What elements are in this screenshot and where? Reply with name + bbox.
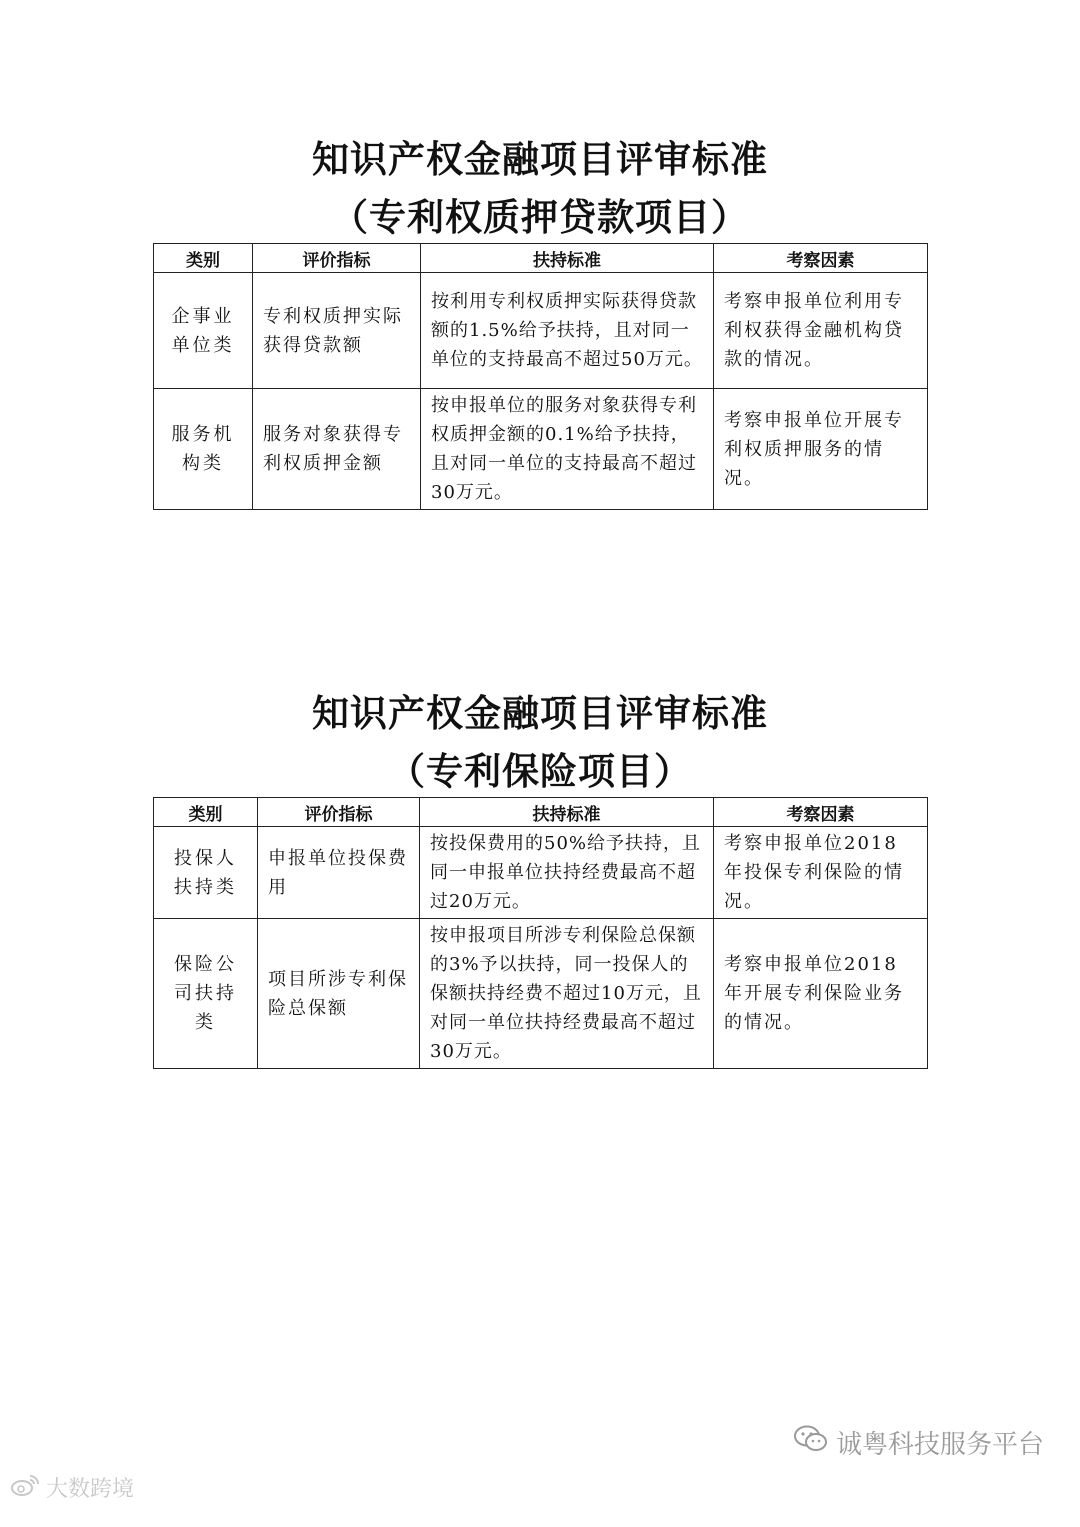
cell-factor: 考察申报单位2018年投保专利保险的情况。 bbox=[714, 827, 928, 919]
cell-factor: 考察申报单位开展专利权质押服务的情况。 bbox=[714, 389, 928, 510]
cell-standard: 按申报单位的服务对象获得专利权质押金额的0.1%给予扶持，且对同一单位的支持最高不超过30万元。 bbox=[421, 389, 714, 510]
table-header-row bbox=[154, 798, 928, 827]
section1-table bbox=[153, 243, 928, 510]
section2-table bbox=[153, 797, 928, 1069]
section2-title-line1: 知识产权金融项目评审标准 bbox=[312, 692, 768, 735]
section-patent-insurance bbox=[153, 686, 927, 1069]
header-standard: 扶持标准 bbox=[420, 798, 714, 827]
header-factor: 考察因素 bbox=[714, 798, 928, 827]
weibo-account-name: 大数跨境 bbox=[46, 1477, 135, 1502]
cell-standard: 按投保费用的50%给予扶持，且同一申报单位扶持经费最高不超过20万元。 bbox=[420, 827, 714, 919]
header-indicator: 评价指标 bbox=[258, 798, 420, 827]
cell-category: 企事业单位类 bbox=[154, 273, 253, 389]
wechat-account-name: 诚粤科技服务平台 bbox=[835, 1430, 1044, 1460]
table-row bbox=[154, 919, 928, 1069]
section1-title-line2: （专利权质押贷款项目） bbox=[331, 196, 749, 239]
cell-indicator: 项目所涉专利保险总保额 bbox=[258, 919, 420, 1069]
weibo-watermark bbox=[10, 1472, 134, 1503]
header-category: 类别 bbox=[154, 798, 258, 827]
cell-category: 服务机构类 bbox=[154, 389, 253, 510]
table-row bbox=[154, 827, 928, 919]
cell-indicator: 申报单位投保费用 bbox=[258, 827, 420, 919]
cell-standard: 按利用专利权质押实际获得贷款额的1.5%给予扶持，且对同一单位的支持最高不超过50万元。 bbox=[421, 273, 714, 389]
cell-indicator: 服务对象获得专利权质押金额 bbox=[253, 389, 421, 510]
weibo-logo-icon bbox=[10, 1473, 40, 1503]
header-factor: 考察因素 bbox=[714, 244, 928, 273]
cell-factor: 考察申报单位利用专利权获得金融机构贷款的情况。 bbox=[714, 273, 928, 389]
table-row bbox=[154, 389, 928, 510]
header-indicator: 评价指标 bbox=[253, 244, 421, 273]
cell-category: 保险公司扶持类 bbox=[154, 919, 258, 1069]
header-category: 类别 bbox=[154, 244, 253, 273]
table-header-row bbox=[154, 244, 928, 273]
section-patent-pledge-loan bbox=[153, 132, 927, 510]
cell-standard: 按申报项目所涉专利保险总保额的3%予以扶持，同一投保人的保额扶持经费不超过10万元，且对同一单位扶持经费最高不超过30万元。 bbox=[420, 919, 714, 1069]
section1-title-line1: 知识产权金融项目评审标准 bbox=[312, 138, 768, 181]
cell-factor: 考察申报单位2018年开展专利保险业务的情况。 bbox=[714, 919, 928, 1069]
table-row bbox=[154, 273, 928, 389]
header-standard: 扶持标准 bbox=[421, 244, 714, 273]
cell-indicator: 专利权质押实际获得贷款额 bbox=[253, 273, 421, 389]
wechat-watermark bbox=[794, 1424, 1044, 1461]
wechat-logo-icon bbox=[794, 1425, 828, 1460]
section2-title-line2: （专利保险项目） bbox=[388, 750, 692, 793]
cell-category: 投保人扶持类 bbox=[154, 827, 258, 919]
